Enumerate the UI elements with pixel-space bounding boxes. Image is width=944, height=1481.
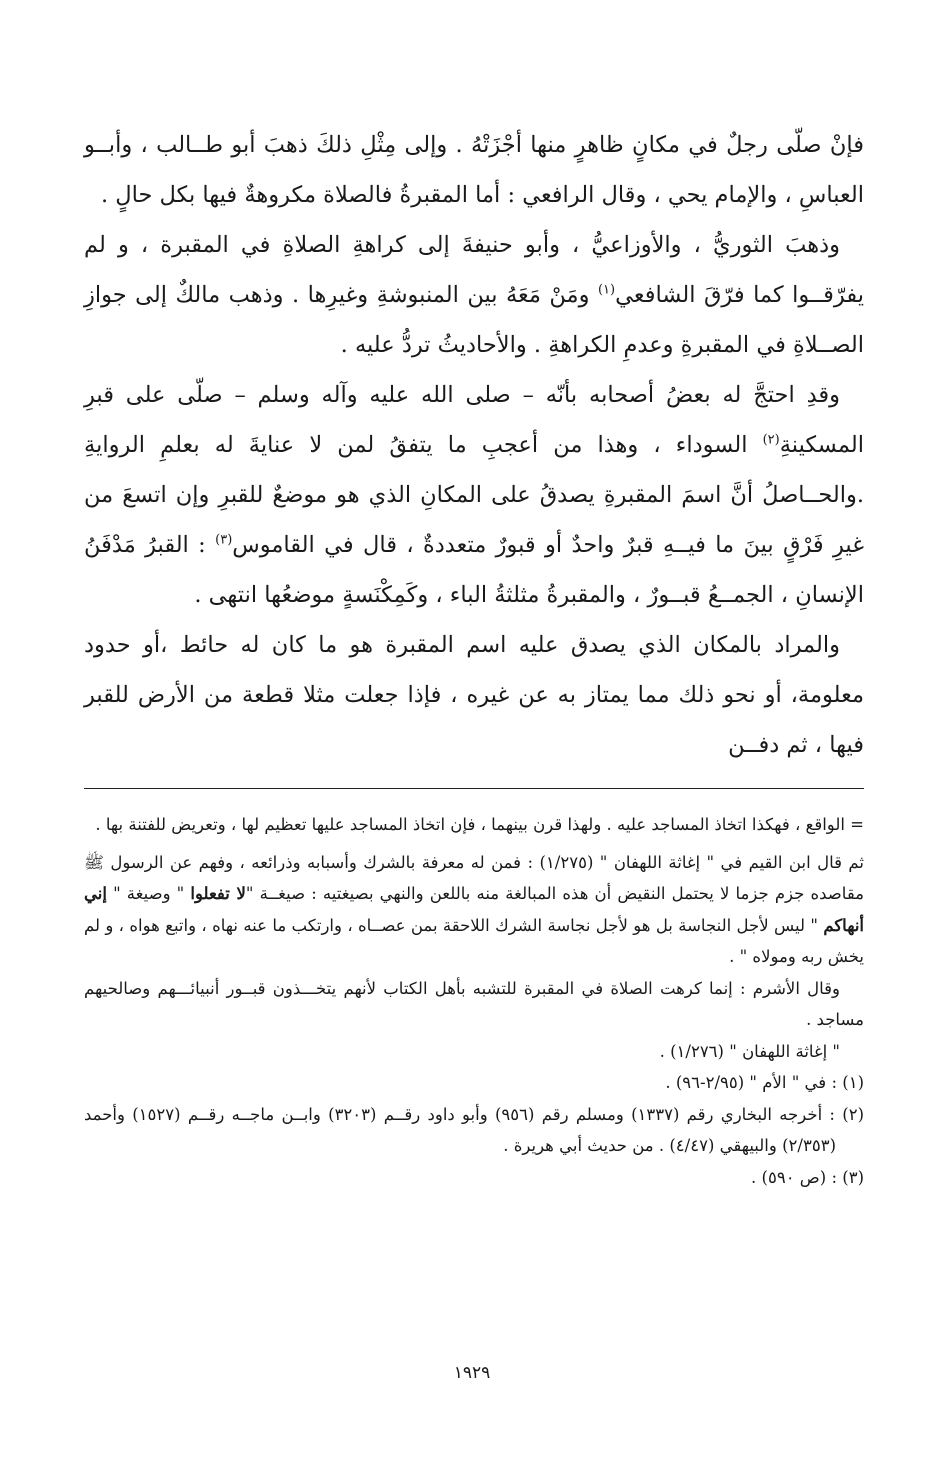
main-paragraph-2 xyxy=(84,220,864,370)
main-paragraph-4: والمراد بالمكان الذي يصدق عليه اسم المقبرة هو ما كان له حائط ،أو حدود معلومة، أو نحو ذلك مما يمتاز به عن غيره ، فإذا جعلت مثلا قطعة من الأرض للقبر فيها ، ثم دفــن xyxy=(84,632,864,758)
footnote-continuation-2-c: " ليس لأجل النجاسة بل هو لأجل نجاسة الشرك اللاحقة بمن عصــاه ، وارتكب ما عنه نهاه ، واتبع هواه ، و لم يخش ربه ومولاه " . xyxy=(84,915,864,966)
quote-la-tafalu: لا تفعلوا xyxy=(190,884,246,903)
footnotes xyxy=(84,809,864,1193)
page-body xyxy=(84,120,864,1193)
footnote-1: (١) : في " الأم " (٢/٩٥-٩٦) . xyxy=(665,1073,864,1092)
footnote-continuation-2-a: ثم قال ابن القيم في " إغاثة اللهفان " (١/٢٧٥) : فمن له معرفة بالشرك وأسبابه وذرائعه ، وفهم عن الرسول ﷺ مقاصده جزم جزما لا يحتمل النقيض أن هذه المبالغة منه باللعن والنهي بصيغتيه : صيغــة " xyxy=(84,852,865,903)
main-paragraph-3-end: : القبرُ مَدْفَنُ الإنسانِ ، الجمــعُ قبــورٌ ، والمقبرةُ مثلثةُ الباء ، وكَمِكْنَسةٍ موضعُها انتهى . xyxy=(84,532,864,608)
footnote-separator xyxy=(84,788,864,789)
footnote-continuation-4: " إغاثة اللهفان " (١/٢٧٦) . xyxy=(659,1041,840,1061)
main-paragraph-3-start: وقدِ احتجَّ له بعضُ أصحابه بأنّه – صلى الله عليه وآله وسلم – صلّى على قبرِ المسكينةِ xyxy=(84,382,864,458)
main-text xyxy=(84,120,864,770)
main-paragraph-3 xyxy=(84,370,864,620)
main-paragraph-2-start: وذهبَ الثوريُّ ، والأوزاعيُّ ، وأبو حنيفةَ إلى كراهةِ الصلاةِ في المقبرة ، و لم يفرّقــوا كما فرّقَ الشافعي xyxy=(84,232,864,308)
footnote-ref-2[interactable]: (٢) xyxy=(762,432,780,448)
footnote-2: (٢) : أخرجه البخاري رقم (١٣٣٧) ومسلم رقم (٩٥٦) وأبو داود رقــم (٣٢٠٣) وابــن ماجــه رقــم (١٥٢٧) وأحمد (٢/٣٥٣) والبيهقي (٤/٤٧) . من حديث أبي هريرة . xyxy=(84,1104,865,1155)
main-paragraph-1: فإنْ صلّى رجلٌ في مكانٍ ظاهرٍ منها أجْزَتْهُ . وإلى مِثْلِ ذلكَ ذهبَ أبو طــالب ، وأبــو العباسِ ، والإمام يحي ، وقال الرافعي : أما المقبرةُ فالصلاة مكروهةٌ فيها بكل حالٍ . xyxy=(84,132,864,208)
main-paragraph-3-middle: السوداء ، وهذا من أعجبِ ما يتفقُ لمن لا عنايةَ له بعلمِ الروايةِ .والحــاصلُ أنَّ اسمَ المقبرةِ يصدقُ على المكانِ الذي هو موضعٌ للقبرِ وإن اتسعَ من غيرِ فَرْقٍ بينَ ما فيــهِ قبرٌ واحدٌ أو قبورٌ متعددةٌ ، قال في القاموس xyxy=(84,432,864,558)
footnote-continuation-3: وقال الأشرم : إنما كرهت الصلاة في المقبرة للتشبه بأهل الكتاب لأنهم يتخـــذون قبــور أنبيائـــهم وصالحيهم مساجد . xyxy=(84,978,864,1029)
footnote-continuation-1: = الواقع ، فهكذا اتخاذ المساجد عليه . ولهذا قرن بينهما ، فإن اتخاذ المساجد عليها تعظيم لها ، وتعريض للفتنة بها . xyxy=(95,815,864,834)
quote-inni-anhakum: إني أنهاكم xyxy=(84,884,864,935)
main-paragraph-2-end: ومَنْ مَعَهُ بين المنبوشةِ وغيرِها . وذهب مالكٌ إلى جوازِ الصــلاةِ في المقبرةِ وعدمِ الكراهةِ . والأحاديثُ تردُّ عليه . xyxy=(84,282,864,358)
footnote-ref-3[interactable]: (٣) xyxy=(215,532,233,548)
footnote-ref-1[interactable]: (١) xyxy=(597,282,616,298)
footnote-continuation-2-b: " وصيغة " xyxy=(106,884,191,903)
footnote-3: (٣) : (ص ٥٩٠) . xyxy=(751,1167,864,1187)
footnote-continuation-2 xyxy=(84,847,864,973)
page-number: ١٩٢٩ xyxy=(453,1363,491,1383)
